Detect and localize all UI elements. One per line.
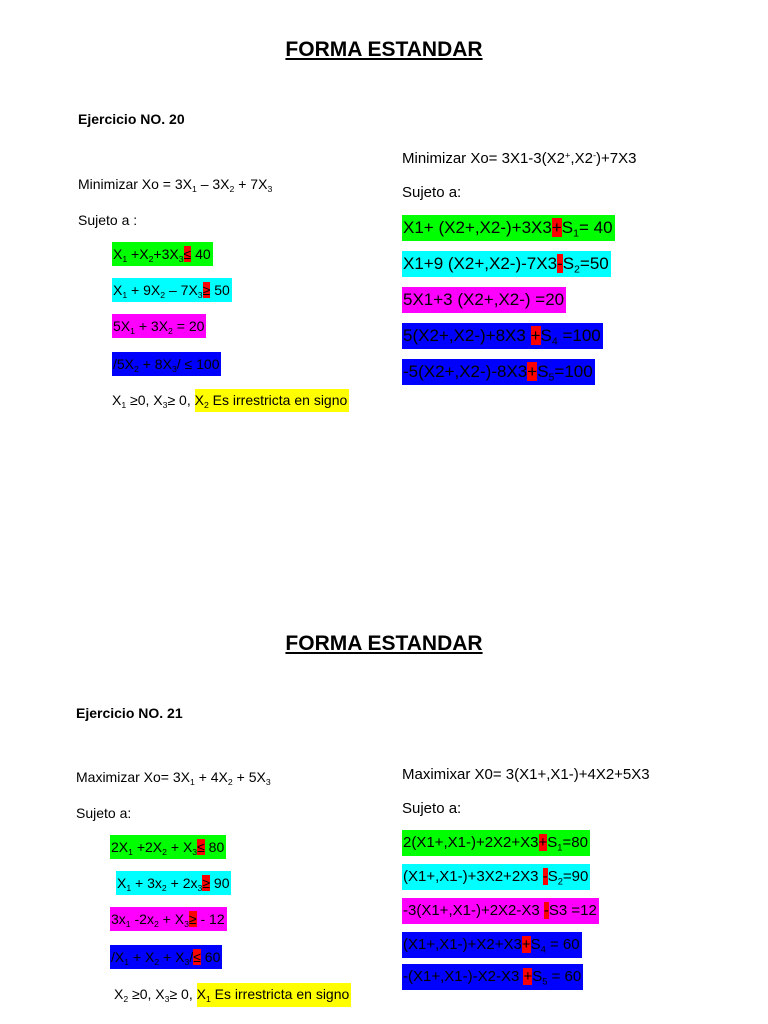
objective-ex20-left: Minimizar $Xo = 3X_1 - 3X_2 + 7X_3$ <box>78 176 273 195</box>
constraint-1-ex21-left: $2X_1 +2X_2 + X_3\le 80$ <box>110 835 226 859</box>
subject-to-ex20-left: Sujeto a : <box>78 212 138 228</box>
constraint-4-ex21-left: $/X_1 + X_2 + X_3/\le 60$ <box>110 945 222 969</box>
subject-to-ex20-right: Sujeto a: <box>402 184 462 201</box>
page-title-ex20: FORMA ESTANDAR <box>285 38 483 61</box>
std-constraint-5-ex20: $-5(X2+,X2-)-8X3+S_5=100$ <box>402 359 595 385</box>
std-constraint-4-ex21: $(X1+,X1-)+X2+X3+S_4 = 60$ <box>402 932 582 958</box>
subject-to-ex21-right: Sujeto a: <box>402 800 462 817</box>
std-constraint-2-ex21: (X1+,X1-)+3X2+2X3 $-S_2=90$ <box>402 864 590 890</box>
sign-conditions-ex20: $X_1 \ge 0$, $X_3\ge 0$, $X_2$ Es irrestricta en signo <box>112 388 349 412</box>
constraint-4-ex20-left: $/5X_2 + 8X_3/ \le 100$ <box>112 352 221 376</box>
objective-ex21-right: Maximixar X0= 3(X1+,X1-)+4X2+5X3 <box>402 766 650 783</box>
std-constraint-5-ex21: $-(X1+,X1-)-X2-X3 +S_5 = 60$ <box>402 964 583 990</box>
constraint-3-ex21-left: $3x_1$ $-2x_2 + X_3\ge - 12$ <box>110 907 227 931</box>
constraint-3-ex20-left: $5X_1 + 3X_2 = 20$ <box>112 314 206 338</box>
std-constraint-3-ex20: 5X1+3 (X2+,X2-) =20 <box>402 287 566 313</box>
subject-to-ex21-left: Sujeto a: <box>76 805 132 821</box>
sign-conditions-ex21: $X_2 \ge 0$, $X_3\ge 0$, $X_1$ Es irrestricta en signo <box>114 982 351 1006</box>
std-constraint-3-ex21: -3(X1+,X1-)+2X2-X3 -S3 =12 <box>402 898 599 924</box>
objective-ex21-left: Maximizar $Xo= 3X_1 + 4X_2 + 5X_3$ <box>76 769 271 788</box>
std-constraint-1-ex21: $2(X1+,X1-)+2X2+X3+S_1=80$ <box>402 830 590 856</box>
constraint-2-ex20-left: $X_1 + 9X_2 - 7X_3\ge 50$ <box>112 278 232 302</box>
std-constraint-2-ex20: X1+9 $(X2+,X2-)-7X3-S_2=50$ <box>402 251 611 277</box>
objective-ex20-right: Minimizar Xo= 3X1-3(X2+,X2-)+7X3 <box>402 150 637 167</box>
constraint-2-ex21-left: $X_1 + 3x_2 + 2x_3\ge 90$ <box>116 871 231 895</box>
page-title-ex21: FORMA ESTANDAR <box>285 632 483 655</box>
constraint-1-ex20-left: $X_1 +X_2+3X_3\le 40$ <box>112 242 213 266</box>
exercise-label-20: Ejercicio NO. 20 <box>78 111 185 127</box>
exercise-label-21: Ejercicio NO. 21 <box>76 705 183 721</box>
std-constraint-4-ex20: $5(X2+,X2-)+8X3 +S_4 =100$ <box>402 323 603 349</box>
std-constraint-1-ex20: $X1+ (X2+,X2-)+3X3+S_1= 40$ <box>402 215 615 241</box>
